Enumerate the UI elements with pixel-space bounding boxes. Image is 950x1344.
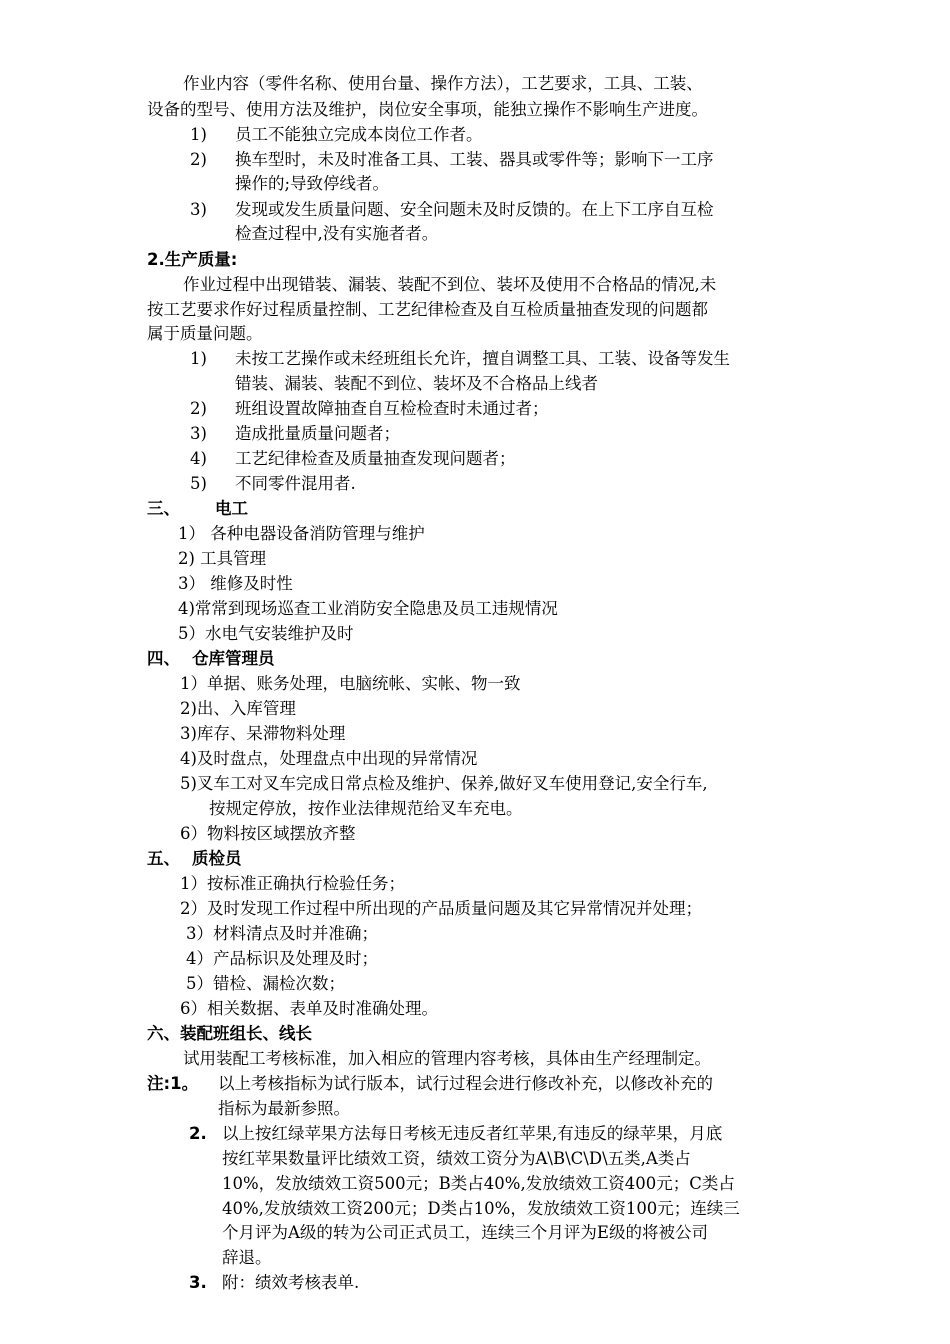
- list-item: 3） 维修及时性: [178, 574, 293, 593]
- note-line: 附：绩效考核表单.: [222, 1273, 360, 1292]
- section-heading: 六、装配班组长、线长: [147, 1024, 312, 1043]
- list-number: 2): [190, 150, 207, 169]
- list-number: 1): [190, 349, 207, 368]
- section-number: 五、: [147, 849, 180, 868]
- list-item: 未按工艺操作或未经班组长允许，擅自调整工具、工装、设备等发生: [235, 349, 730, 368]
- section-number: 四、: [147, 649, 180, 668]
- list-item: 1）单据、账务处理，电脑统帐、实帐、物一致: [180, 674, 521, 693]
- list-item: 按规定停放，按作业法律规范给叉车充电。: [209, 799, 523, 818]
- list-item: 1）按标准正确执行检验任务；: [180, 874, 405, 893]
- note-line: 辞退。: [222, 1248, 272, 1267]
- intro-line: 作业内容（零件名称、使用台量、操作方法），工艺要求，工具、工装、: [183, 74, 703, 93]
- list-item: 错装、漏装、装配不到位、装坏及不合格品上线者: [235, 374, 598, 393]
- list-item: 换车型时，未及时准备工具、工装、器具或零件等；影响下一工序: [235, 150, 714, 169]
- section-heading: 质检员: [192, 849, 242, 868]
- note-number: 2.: [189, 1124, 207, 1143]
- list-item: 4)常常到现场巡查工业消防安全隐患及员工违规情况: [178, 599, 558, 618]
- intro-line: 设备的型号、使用方法及维护，岗位安全事项，能独立操作不影响生产进度。: [147, 100, 708, 119]
- list-item: 发现或发生质量问题、安全问题未及时反馈的。在上下工序自互检: [235, 200, 714, 219]
- list-item: 造成批量质量问题者；: [235, 424, 400, 443]
- list-number: 2): [190, 399, 207, 418]
- note-line: 10%，发放绩效工资500元；B类占40%,发放绩效工资400元；C类占: [222, 1174, 735, 1193]
- section-heading: 电工: [215, 499, 248, 518]
- paragraph-line: 属于质量问题。: [147, 324, 263, 343]
- list-item: 不同零件混用者.: [235, 474, 356, 493]
- list-item: 5）错检、漏检次数；: [186, 974, 345, 993]
- section-heading: 2.生产质量:: [147, 250, 238, 269]
- list-number: 3): [190, 200, 207, 219]
- list-item: 工艺纪律检查及质量抽查发现问题者；: [235, 449, 516, 468]
- paragraph-line: 试用装配工考核标准，加入相应的管理内容考核，具体由生产经理制定。: [183, 1049, 711, 1068]
- list-item: 检查过程中,没有实施者者。: [235, 224, 439, 243]
- list-item: 1） 各种电器设备消防管理与维护: [178, 524, 425, 543]
- paragraph-line: 按工艺要求作好过程质量控制、工艺纪律检查及自互检质量抽查发现的问题都: [147, 300, 708, 319]
- note-line: 个月评为A级的转为公司正式员工，连续三个月评为E级的将被公司: [222, 1223, 708, 1242]
- list-item: 6）相关数据、表单及时准确处理。: [180, 999, 438, 1018]
- list-number: 5): [190, 474, 207, 493]
- notes-label: 注:1。: [147, 1074, 199, 1093]
- list-item: 员工不能独立完成本岗位工作者。: [235, 125, 483, 144]
- list-number: 1): [190, 125, 207, 144]
- list-item: 2）及时发现工作过程中所出现的产品质量问题及其它异常情况并处理；: [180, 899, 702, 918]
- paragraph-line: 作业过程中出现错装、漏装、装配不到位、装坏及使用不合格品的情况,未: [183, 275, 717, 294]
- section-heading: 仓库管理员: [192, 649, 275, 668]
- section-number: 三、: [147, 499, 180, 518]
- note-number: 3.: [189, 1273, 207, 1292]
- list-item: 4)及时盘点，处理盘点中出现的异常情况: [180, 749, 478, 768]
- note-line: 指标为最新参照。: [218, 1099, 350, 1118]
- list-item: 操作的;导致停线者。: [235, 174, 390, 193]
- list-item: 4）产品标识及处理及时；: [186, 949, 378, 968]
- list-item: 2)出、入库管理: [180, 699, 296, 718]
- note-line: 以上按红绿苹果方法每日考核无违反者红苹果,有违反的绿苹果，月底: [222, 1124, 723, 1143]
- note-line: 40%,发放绩效工资200元；D类占10%，发放绩效工资100元；连续三: [222, 1199, 740, 1218]
- list-item: 3)库存、呆滞物料处理: [180, 724, 346, 743]
- list-number: 3): [190, 424, 207, 443]
- list-item: 5)叉车工对叉车完成日常点检及维护、保养,做好叉车使用登记,安全行车,: [180, 774, 708, 793]
- note-line: 按红苹果数量评比绩效工资，绩效工资分为A\B\C\D\五类,A类占: [222, 1149, 691, 1168]
- list-item: 5）水电气安装维护及时: [178, 624, 354, 643]
- list-number: 4): [190, 449, 207, 468]
- list-item: 班组设置故障抽查自互检检查时未通过者；: [235, 399, 549, 418]
- list-item: 2) 工具管理: [178, 549, 267, 568]
- note-line: 以上考核指标为试行版本，试行过程会进行修改补充，以修改补充的: [218, 1074, 713, 1093]
- list-item: 3）材料清点及时并准确；: [186, 924, 378, 943]
- list-item: 6）物料按区域摆放齐整: [180, 824, 356, 843]
